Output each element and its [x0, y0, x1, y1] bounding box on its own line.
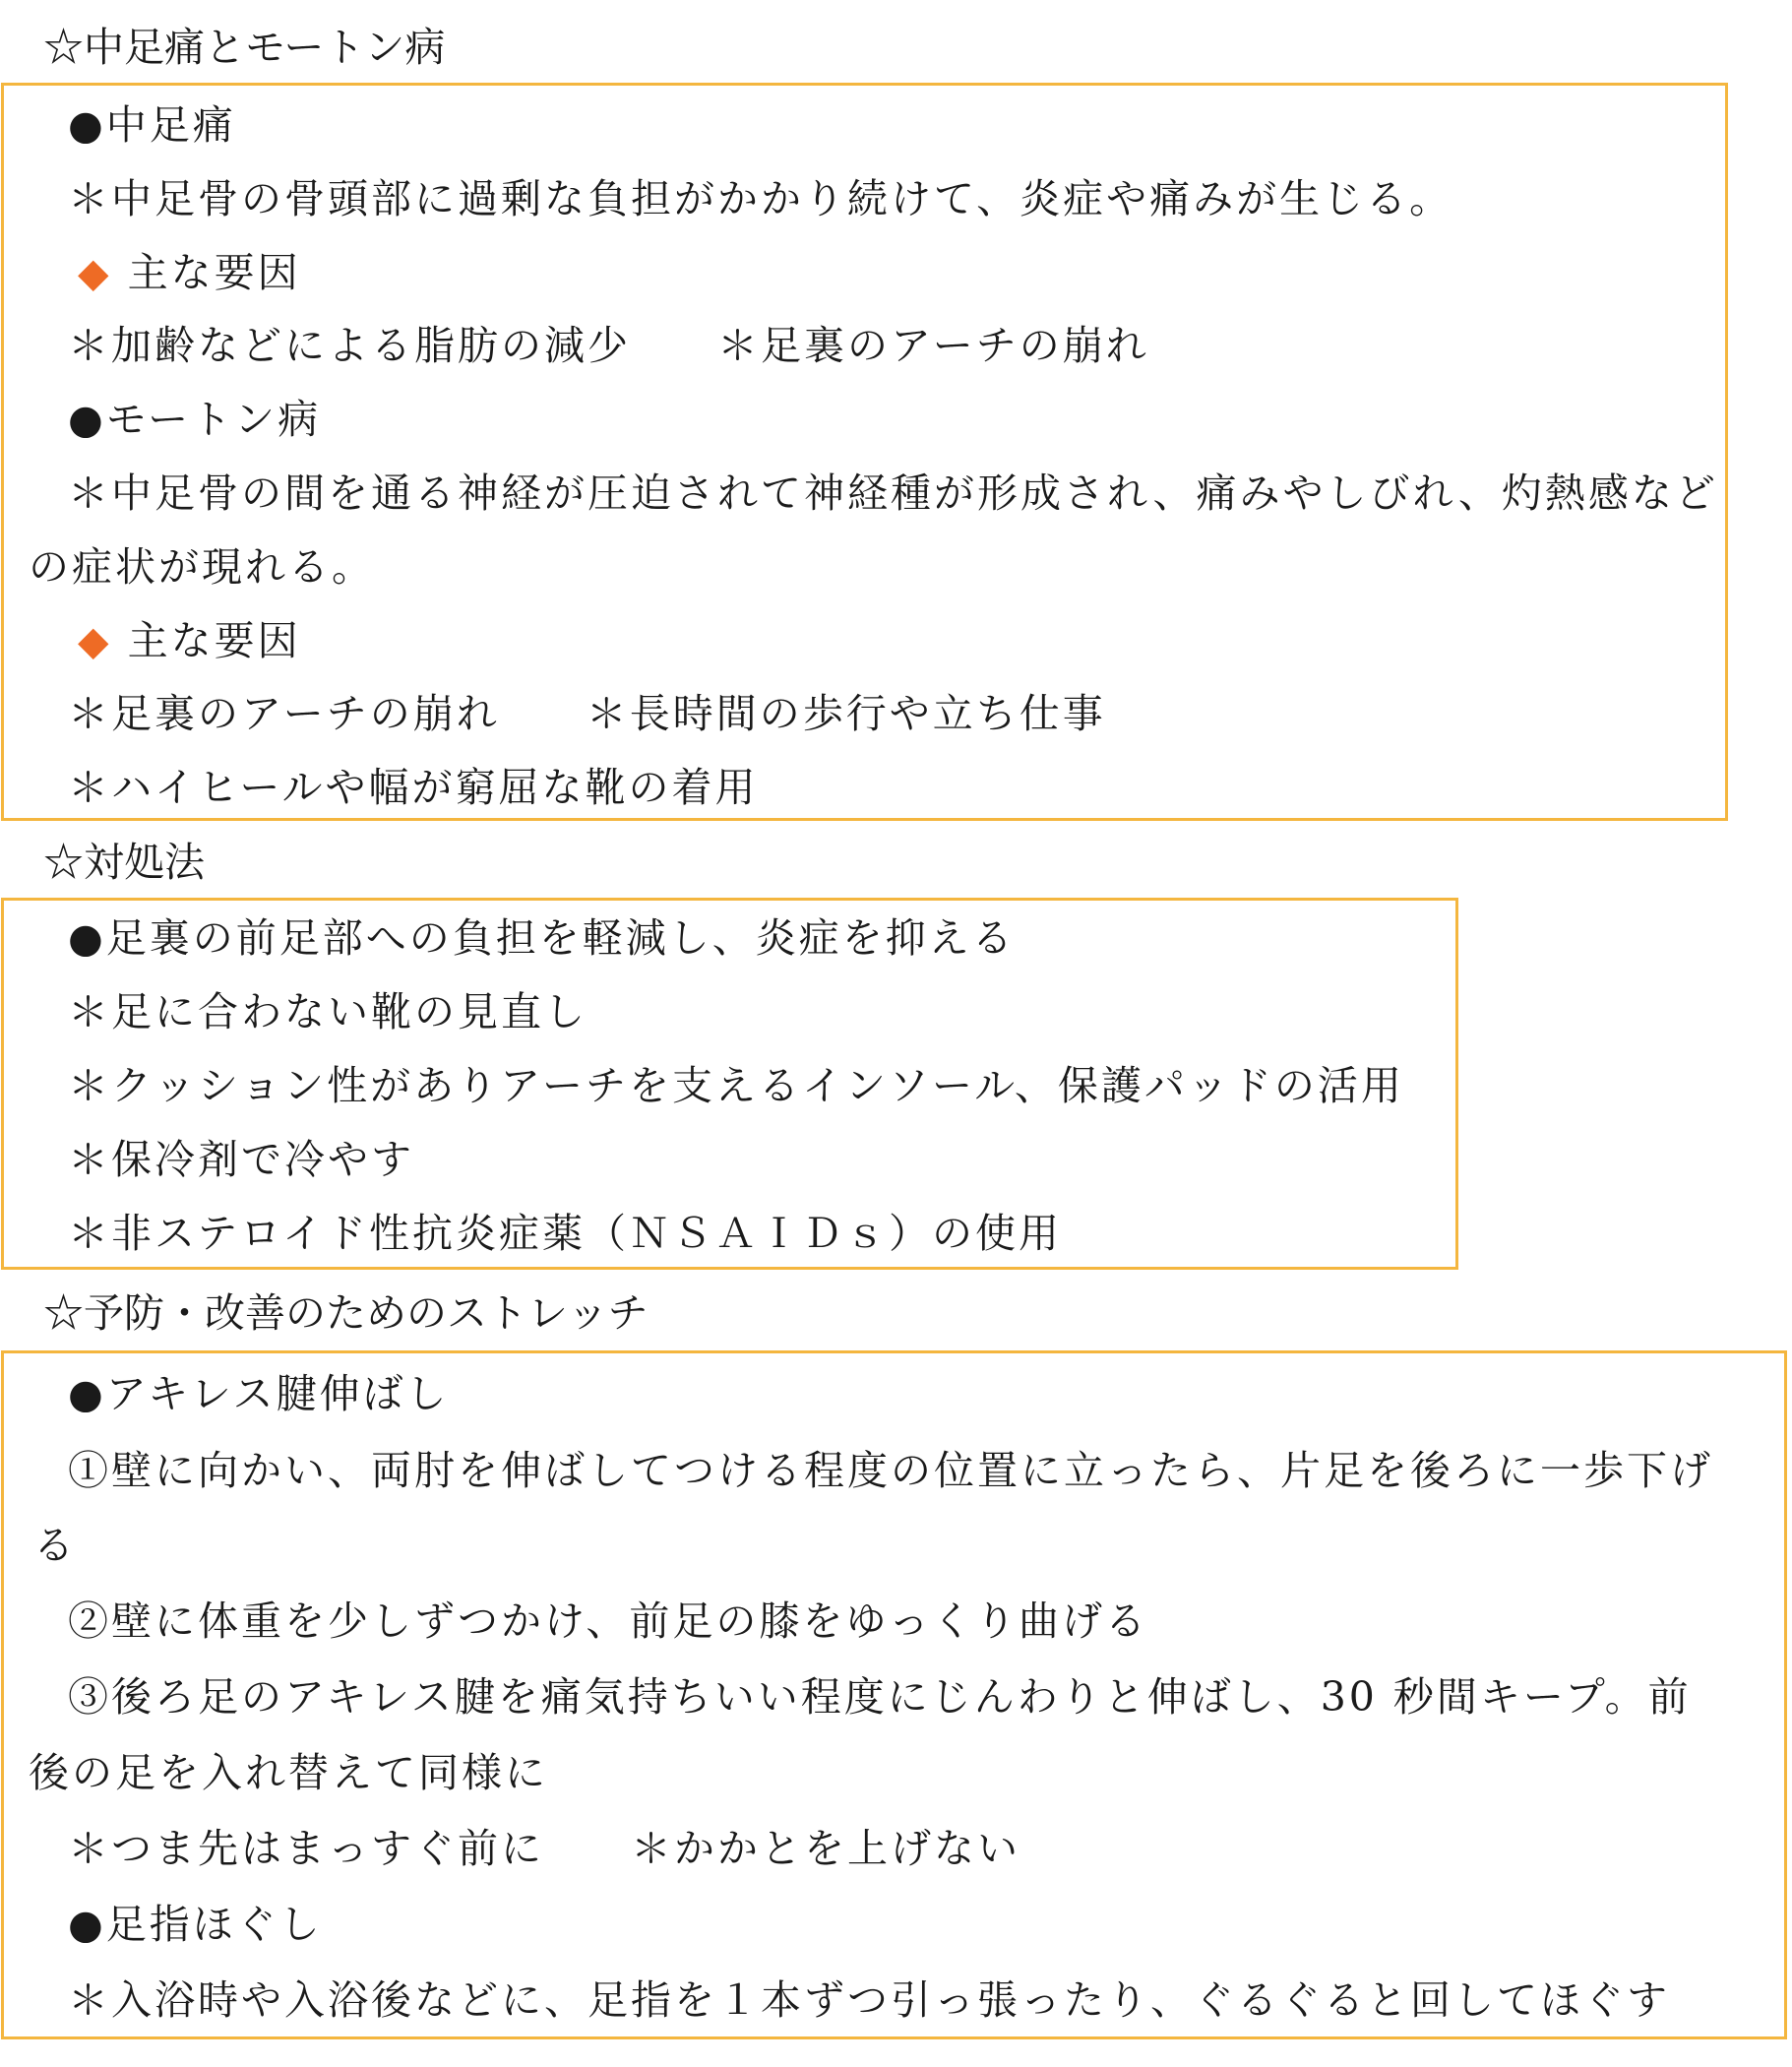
text-line: ＊加齢などによる脂肪の減少 ＊足裏のアーチの崩れ [68, 322, 1149, 369]
text-line: ＊中足骨の骨頭部に過剰な負担がかかり続けて、炎症や痛みが生じる。 [68, 175, 1453, 222]
text-line: 後の足を入れ替えて同様に [29, 1749, 548, 1796]
section-heading-treatment: ☆対処法 [43, 839, 205, 886]
causes-label-text: 主な要因 [127, 617, 301, 664]
text-line: ＊ハイヒールや幅が窮屈な靴の着用 [68, 764, 759, 811]
diamond-icon: ◆ [78, 249, 112, 296]
text-line: ＊足に合わない靴の見直し [68, 988, 587, 1035]
causes-label [78, 245, 301, 300]
causes-label-text: 主な要因 [127, 249, 301, 296]
section-box-foot-pain [1, 83, 1728, 821]
text-line: ＊足裏のアーチの崩れ ＊長時間の歩行や立ち仕事 [68, 690, 1106, 737]
text-line: ＊つま先はまっすぐ前に ＊かかとを上げない [68, 1825, 1020, 1872]
subheading-toe-loosening: ●足指ほぐし [68, 1901, 323, 1948]
subheading-morton: ●モートン病 [68, 396, 322, 443]
section-box-treatment [1, 898, 1458, 1270]
text-line: る [33, 1522, 77, 1569]
text-line: ③後ろ足のアキレス腱を痛気持ちいい程度にじんわりと伸ばし、30 秒間キープ。前 [68, 1673, 1692, 1721]
text-line: ＊保冷剤で冷やす [68, 1136, 414, 1183]
causes-label [78, 613, 301, 668]
text-line: ＊非ステロイド性抗炎症薬（ＮＳＡＩＤｓ）の使用 [68, 1210, 1062, 1257]
subheading-metatarsalgia: ●中足痛 [68, 101, 236, 149]
section-heading-foot-pain: ☆中足痛とモートン病 [43, 24, 446, 71]
text-line: ＊入浴時や入浴後などに、足指を１本ずつ引っ張ったり、ぐるぐると回してほぐす [68, 1976, 1670, 2024]
text-line: の症状が現れる。 [29, 543, 375, 591]
text-line: ＊中足骨の間を通る神経が圧迫されて神経種が形成され、痛みやしびれ、灼熱感など [68, 470, 1718, 517]
text-line: ＊クッション性がありアーチを支えるインソール、保護パッドの活用 [68, 1062, 1404, 1109]
diamond-icon: ◆ [78, 617, 112, 664]
subheading-treatment: ●足裏の前足部への負担を軽減し、炎症を抑える [68, 914, 1016, 962]
text-line: ②壁に体重を少しずつかけ、前足の膝をゆっくり曲げる [68, 1597, 1148, 1645]
section-heading-stretch: ☆予防・改善のためのストレッチ [43, 1289, 649, 1337]
subheading-achilles: ●アキレス腱伸ばし [68, 1370, 450, 1417]
section-box-stretch [1, 1350, 1787, 2039]
text-line: ①壁に向かい、両肘を伸ばしてつける程度の位置に立ったら、片足を後ろに一歩下げ [68, 1447, 1713, 1494]
